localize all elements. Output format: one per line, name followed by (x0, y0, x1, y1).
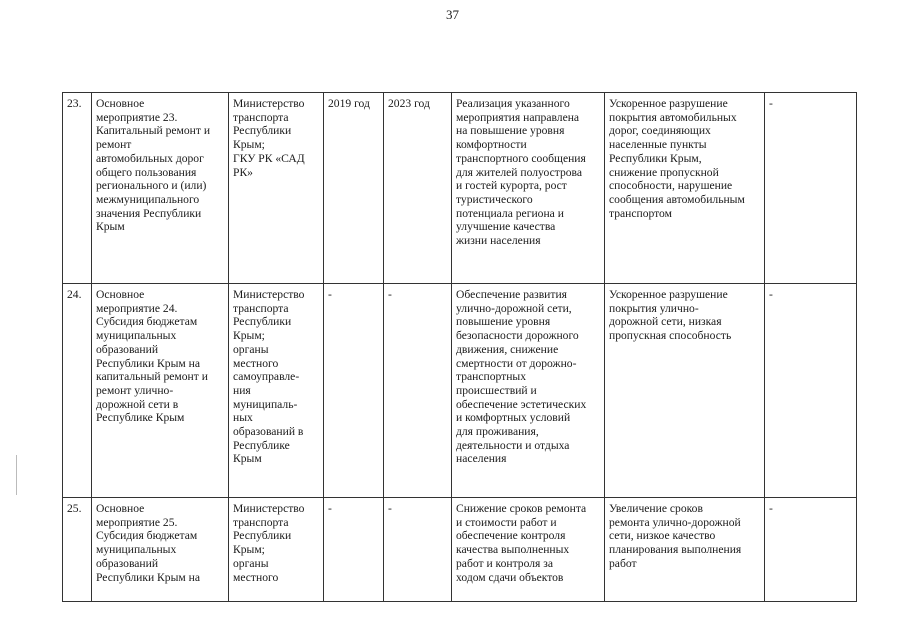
start-year-cell (324, 498, 384, 602)
consequences-cell (605, 284, 765, 498)
executor-cell (229, 284, 324, 498)
end-year-cell (384, 284, 452, 498)
end-year: - (388, 502, 392, 515)
row-number-cell (63, 284, 92, 498)
measures-table (62, 92, 857, 602)
table-row (63, 93, 857, 284)
result-cell (452, 498, 605, 602)
link-cell (765, 93, 857, 284)
event-cell (92, 498, 229, 602)
expected-result: Снижение сроков ремонта и стоимости работ и обеспечение контроля качества выполненных работ и контроля за ходом сдачи объектов (456, 502, 587, 584)
row-number: 25. (67, 502, 82, 515)
table-row (63, 284, 857, 498)
row-number-cell (63, 498, 92, 602)
end-year: - (388, 288, 392, 301)
start-year: - (328, 288, 332, 301)
event-name: Основное мероприятие 23. Капитальный ремонт и ремонт автомобильных дорог общего пользования регионального и (или) межмуниципального значения Республики Крым (96, 97, 211, 234)
result-cell (452, 93, 605, 284)
executor-cell (229, 93, 324, 284)
consequences-cell (605, 93, 765, 284)
executor-name: Министерство транспорта Республики Крым; ГКУ РК «САД РК» (233, 97, 305, 179)
event-cell (92, 284, 229, 498)
start-year-cell (324, 284, 384, 498)
link-value: - (769, 288, 773, 301)
row-number-cell (63, 93, 92, 284)
expected-result: Реализация указанного мероприятия направлена на повышение уровня комфортности транспортного сообщения для жителей полуострова и гостей курорта, рост туристического потенциала региона и улучшение качества жизни населения (456, 97, 586, 248)
executor-cell (229, 498, 324, 602)
event-name: Основное мероприятие 25. Субсидия бюджетам муниципальных образований Республики Крым на (96, 502, 200, 584)
event-name: Основное мероприятие 24. Субсидия бюджетам муниципальных образований Республики Крым на капитальный ремонт и ремонт улично- дорожной сети в Республике Крым (96, 288, 208, 425)
consequences: Увеличение сроков ремонта улично-дорожной сети, низкое качество планирования выполнения работ (609, 502, 742, 570)
table-row (63, 498, 857, 602)
link-cell (765, 498, 857, 602)
start-year: - (328, 502, 332, 515)
result-cell (452, 284, 605, 498)
executor-name: Министерство транспорта Республики Крым; органы местного (233, 502, 305, 584)
page-number: 37 (446, 7, 459, 22)
expected-result: Обеспечение развития улично-дорожной сети, повышение уровня безопасности дорожного движения, снижение смертности от дорожно- транспортных происшествий и обеспечение эстетических и комфортных условий для проживания, деятельности и отдыха населения (456, 288, 587, 466)
consequences: Ускоренное разрушение покрытия улично- дорожной сети, низкая пропускная способность (609, 288, 732, 343)
link-cell (765, 284, 857, 498)
end-year-cell (384, 498, 452, 602)
start-year: 2019 год (328, 97, 370, 110)
consequences-cell (605, 498, 765, 602)
row-number: 23. (67, 97, 82, 110)
link-value: - (769, 97, 773, 110)
end-year-cell (384, 93, 452, 284)
consequences: Ускоренное разрушение покрытия автомобильных дорог, соединяющих населенные пункты Республики Крым, снижение пропускной способности, нарушение сообщения автомобильным транспортом (609, 97, 745, 220)
executor-name: Министерство транспорта Республики Крым; органы местного самоуправле- ния муниципаль- ных образований в Республике Крым (233, 288, 305, 466)
row-number: 24. (67, 288, 82, 301)
start-year-cell (324, 93, 384, 284)
link-value: - (769, 502, 773, 515)
scan-margin-mark (16, 455, 17, 495)
end-year: 2023 год (388, 97, 430, 110)
event-cell (92, 93, 229, 284)
